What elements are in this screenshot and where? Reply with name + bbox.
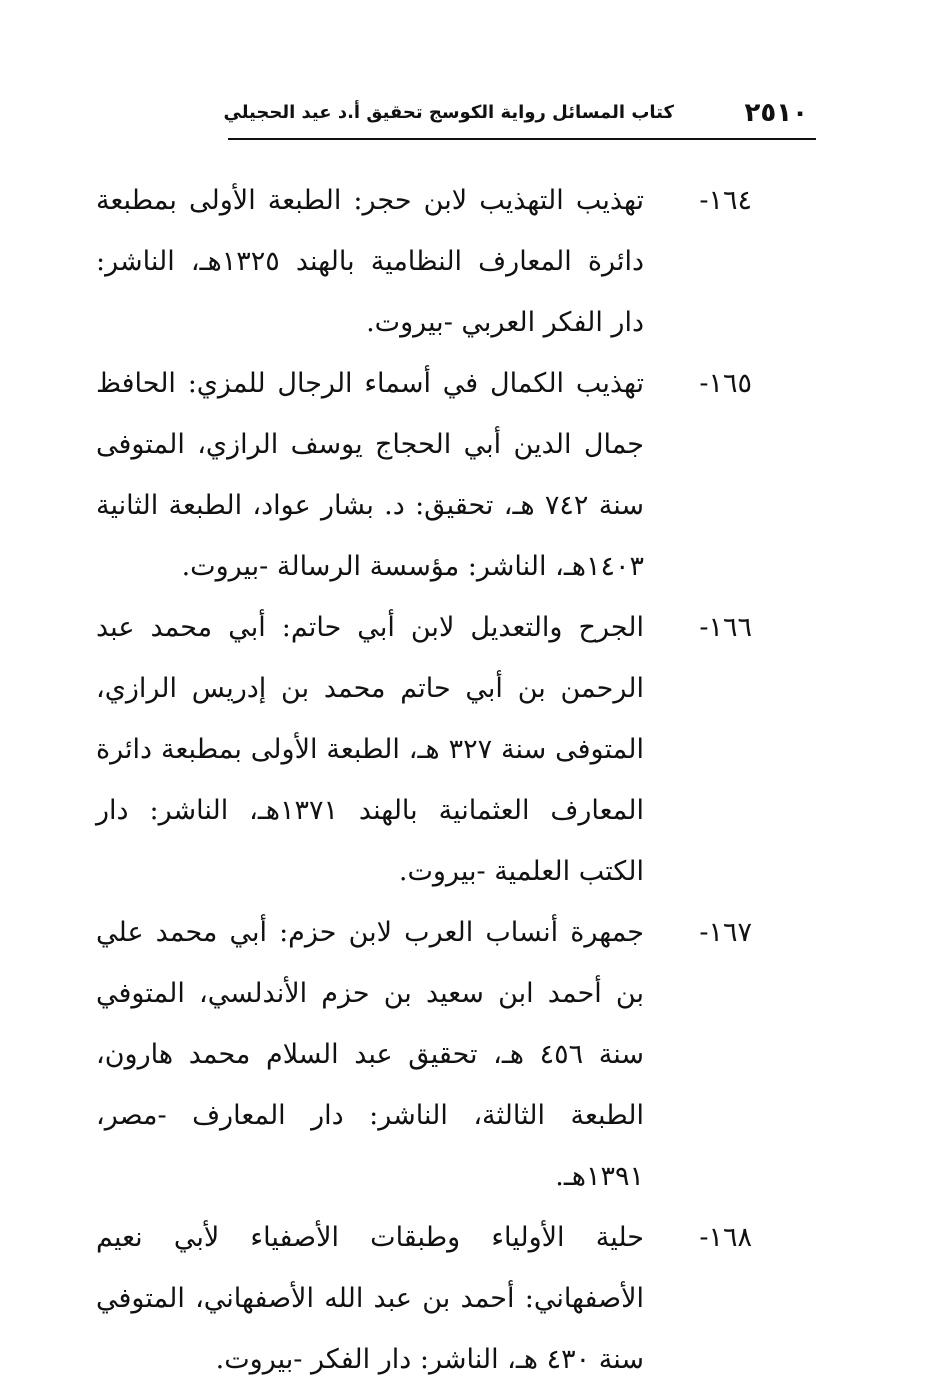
bibliography-list xyxy=(96,170,756,1390)
entry-text: حلية الأولياء وطبقات الأصفياء لأبي نعيم الأصفهاني: أحمد بن عبد الله الأصفهاني، المتوفي سنة ٤٣٠ هـ، الناشر: دار الفكر -بيروت. xyxy=(96,1222,644,1375)
page-number: ٢٥١٠ xyxy=(744,98,808,128)
entry-text: جمهرة أنساب العرب لابن حزم: أبي محمد علي بن أحمد ابن سعيد بن حزم الأندلسي، المتوفي سنة ٤٥٦ هـ، تحقيق عبد السلام محمد هارون، الطبعة الثالثة، الناشر: دار المعارف -مصر، ١٣٩١هـ. xyxy=(96,917,644,1192)
entry-text: تهذيب التهذيب لابن حجر: الطبعة الأولى بمطبعة دائرة المعارف النظامية بالهند ١٣٢٥هـ، الناشر: دار الفكر العربي -بيروت. xyxy=(96,185,644,338)
entry-number: ١٦٨- xyxy=(699,1222,752,1253)
page-header xyxy=(223,92,816,140)
running-title: كتاب المسائل رواية الكوسج تحقيق أ.د عيد الحجيلي xyxy=(223,102,674,123)
bibliography-entry xyxy=(96,1207,756,1390)
bibliography-entry xyxy=(96,902,756,1207)
entry-text: تهذيب الكمال في أسماء الرجال للمزي: الحافظ جمال الدين أبي الحجاج يوسف الرازي، المتوفى سنة ٧٤٢ هـ، تحقيق: د. بشار عواد، الطبعة الثانية ١٤٠٣هـ، الناشر: مؤسسة الرسالة -بيروت. xyxy=(96,368,644,582)
bibliography-entry xyxy=(96,597,756,902)
entry-number: ١٦٦- xyxy=(699,612,752,643)
entry-number: ١٦٥- xyxy=(699,368,752,399)
bibliography-entry xyxy=(96,353,756,597)
entry-text: الجرح والتعديل لابن أبي حاتم: أبي محمد عبد الرحمن بن أبي حاتم محمد بن إدريس الرازي، المتوفى سنة ٣٢٧ هـ، الطبعة الأولى بمطبعة دائرة المعارف العثمانية بالهند ١٣٧١هـ، الناشر: دار الكتب العلمية -بيروت. xyxy=(96,612,644,887)
header-rule xyxy=(228,138,816,140)
entry-number: ١٦٤- xyxy=(699,185,752,216)
entry-number: ١٦٧- xyxy=(699,917,752,948)
bibliography-entry xyxy=(96,170,756,353)
